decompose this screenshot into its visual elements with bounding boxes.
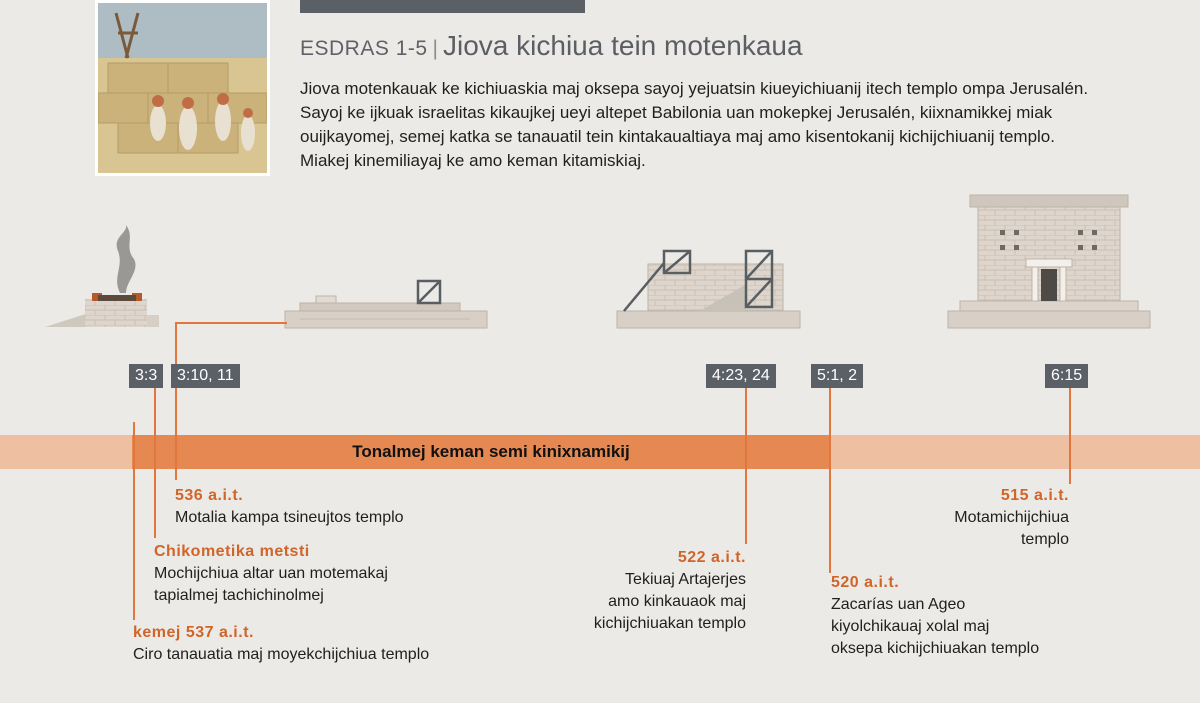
- opposition-period-label: Tonalmej keman semi kinixnamikij: [352, 442, 630, 461]
- page-title: Jiova kichiua tein motenkaua: [443, 30, 803, 61]
- event-text: Mochijchiua altar uan motemakaj: [154, 565, 388, 582]
- book-reference: ESDRAS 1-5: [300, 37, 428, 60]
- ref-tag-3-10-11: 3:10, 11: [171, 364, 240, 388]
- event-text: Motamichijchiua: [954, 509, 1069, 526]
- event-537: [133, 622, 429, 666]
- ref-tag-3-3: 3:3: [129, 364, 163, 388]
- event-536: [175, 485, 404, 529]
- foundation-connector: [175, 322, 287, 324]
- event-text: tapialmej tachichinolmej: [154, 587, 324, 604]
- event-date: kemej 537 a.i.t.: [133, 624, 254, 641]
- event-text: kiyolchikauaj xolal maj: [831, 618, 990, 635]
- header: [300, 30, 803, 62]
- ref-tag-4-23-24: 4:23, 24: [706, 364, 776, 388]
- construction-scene: [0, 185, 1200, 335]
- event-date: 515 a.i.t.: [1000, 487, 1069, 504]
- event-text: oksepa kichijchiuakan templo: [831, 640, 1040, 657]
- foundation-connector-vertical: [175, 322, 177, 364]
- event-text: kichijchiuakan templo: [593, 615, 746, 632]
- altar-icon: [45, 225, 159, 327]
- intro-paragraph: Jiova motenkauak ke kichiuaskia maj oksepa sayoj yejuatsin kiueyichiuanij itech templo ompa Jerusalén. Sayoj ke ijkuak israelitas kikaujkej ueyi altepet Babilonia uan mokepkej Jerusalén, kiixnamikkej miak ouijkayomej, semej katka se tanauatil tein kintakaualtiaya maj amo kisentokanij kichijchiuanij templo. Miakej kinemiliayaj ke amo keman kitamiskiaj.: [300, 79, 1089, 170]
- leader-536: [175, 388, 177, 480]
- event-date: 520 a.i.t.: [831, 574, 900, 591]
- event-text: Motalia kampa tsineujtos templo: [175, 509, 404, 526]
- event-text: templo: [1020, 531, 1069, 548]
- event-date: Chikometika metsti: [154, 543, 310, 560]
- event-522: [594, 547, 746, 635]
- event-text: Zacarías uan Ageo: [831, 596, 966, 613]
- leader-537: [133, 422, 135, 620]
- leader-seventh-month: [154, 388, 156, 538]
- partial-walls-icon: [617, 251, 800, 328]
- event-date: 522 a.i.t.: [677, 549, 746, 566]
- ref-tag-6-15: 6:15: [1045, 364, 1088, 388]
- event-seventh-month: [154, 541, 388, 607]
- event-520: [831, 572, 1039, 660]
- leader-515: [1069, 388, 1071, 484]
- event-515: [954, 485, 1069, 551]
- event-text: Tekiuaj Artajerjes: [625, 571, 746, 588]
- ref-tag-5-1-2: 5:1, 2: [811, 364, 863, 388]
- foundation-icon: [285, 281, 487, 328]
- leader-522: [745, 388, 747, 544]
- completed-temple-icon: [948, 195, 1150, 328]
- event-text: amo kinkauaok maj: [608, 593, 746, 610]
- leader-520: [829, 388, 831, 573]
- temple-thumbnail: [95, 0, 270, 176]
- event-date: 536 a.i.t.: [175, 487, 244, 504]
- event-text: Ciro tanauatia maj moyekchijchiua templo: [133, 646, 430, 663]
- title-separator: |: [432, 37, 439, 60]
- top-accent-bar: [300, 0, 585, 13]
